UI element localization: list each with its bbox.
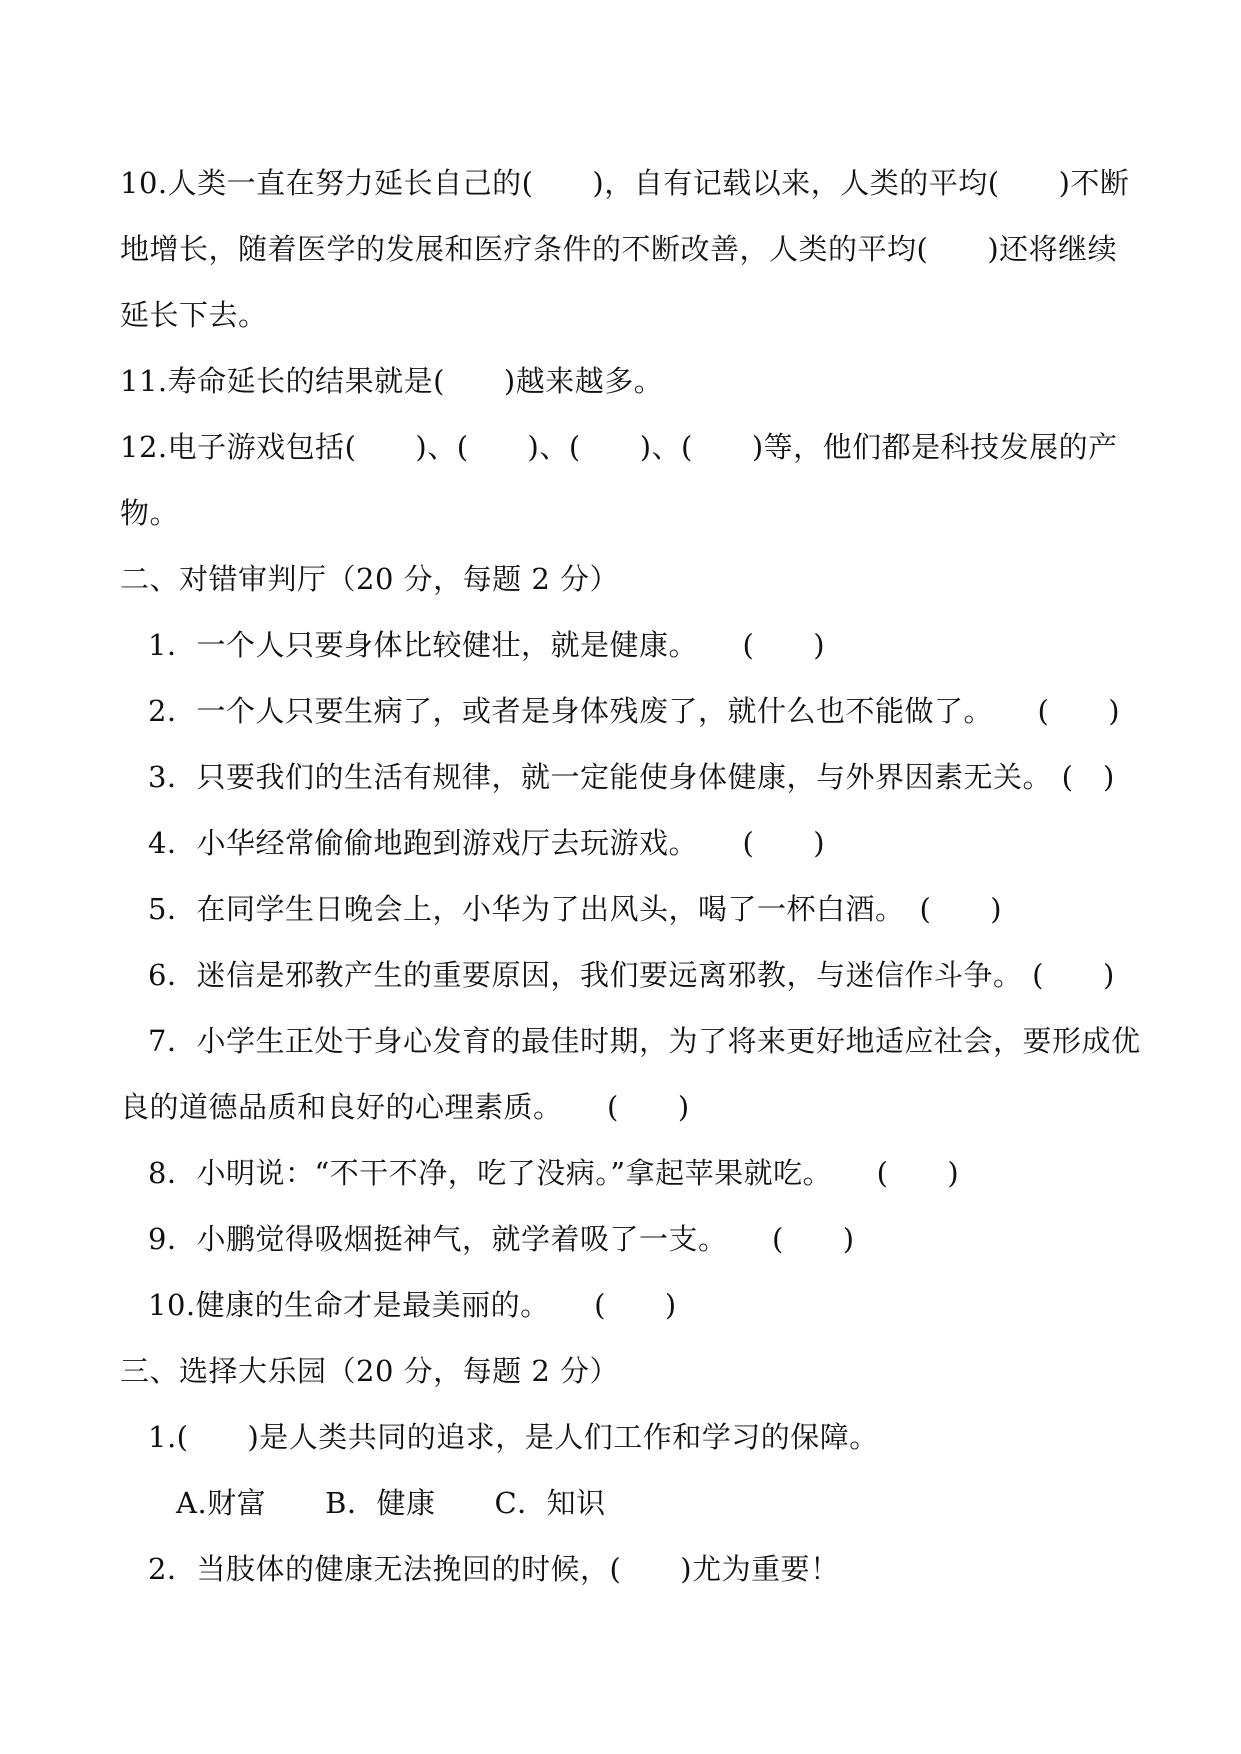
question-10-line-2: 地增长，随着医学的发展和医疗条件的不断改善，人类的平均( )还将继续 <box>120 232 1118 266</box>
tf-item-7-line-2: 良的道德品质和良好的心理素质。 ( ) <box>120 1090 690 1124</box>
document-page <box>120 150 1141 1602</box>
question-10-line-3: 延长下去。 <box>120 298 268 332</box>
tf-item-9: 9．小鹏觉得吸烟挺神气，就学着吸了一支。 ( ) <box>148 1222 855 1256</box>
tf-item-6: 6．迷信是邪教产生的重要原因，我们要远离邪教，与迷信作斗争。 ( ) <box>148 958 1115 992</box>
mc-item-1: 1.( )是人类共同的追求，是人们工作和学习的保障。 <box>148 1420 879 1454</box>
tf-item-5: 5．在同学生日晚会上，小华为了出风头，喝了一杯白酒。 ( ) <box>148 892 1003 926</box>
tf-item-7-line-1: 7．小学生正处于身心发育的最佳时期，为了将来更好地适应社会，要形成优 <box>148 1024 1141 1058</box>
question-12-line-1: 12.电子游戏包括( )、( )、( )、( )等，他们都是科技发展的产 <box>120 430 1118 464</box>
tf-item-8: 8．小明说：“不干不净，吃了没病。”拿起苹果就吃。 ( ) <box>148 1156 960 1190</box>
tf-item-4: 4．小华经常偷偷地跑到游戏厅去玩游戏。 ( ) <box>148 826 826 860</box>
section-heading-multiple-choice: 三、选择大乐园（20 分，每题 2 分） <box>120 1354 620 1388</box>
tf-item-2: 2．一个人只要生病了，或者是身体残废了，就什么也不能做了。 ( ) <box>148 694 1121 728</box>
tf-item-1: 1．一个人只要身体比较健壮，就是健康。 ( ) <box>148 628 826 662</box>
question-11: 11.寿命延长的结果就是( )越来越多。 <box>120 364 664 398</box>
question-10-line-1: 10.人类一直在努力延长自己的( )，自有记载以来，人类的平均( )不断 <box>120 166 1130 200</box>
mc-item-1-options: A.财富 B．健康 C．知识 <box>176 1486 606 1520</box>
section-heading-true-false: 二、对错审判厅（20 分，每题 2 分） <box>120 562 620 596</box>
tf-item-10: 10.健康的生命才是最美丽的。 ( ) <box>148 1288 677 1322</box>
tf-item-3: 3．只要我们的生活有规律，就一定能使身体健康，与外界因素无关。 ( ) <box>148 760 1115 794</box>
question-12-line-2: 物。 <box>120 496 180 530</box>
mc-item-2: 2．当肢体的健康无法挽回的时候，( )尤为重要！ <box>148 1552 840 1586</box>
